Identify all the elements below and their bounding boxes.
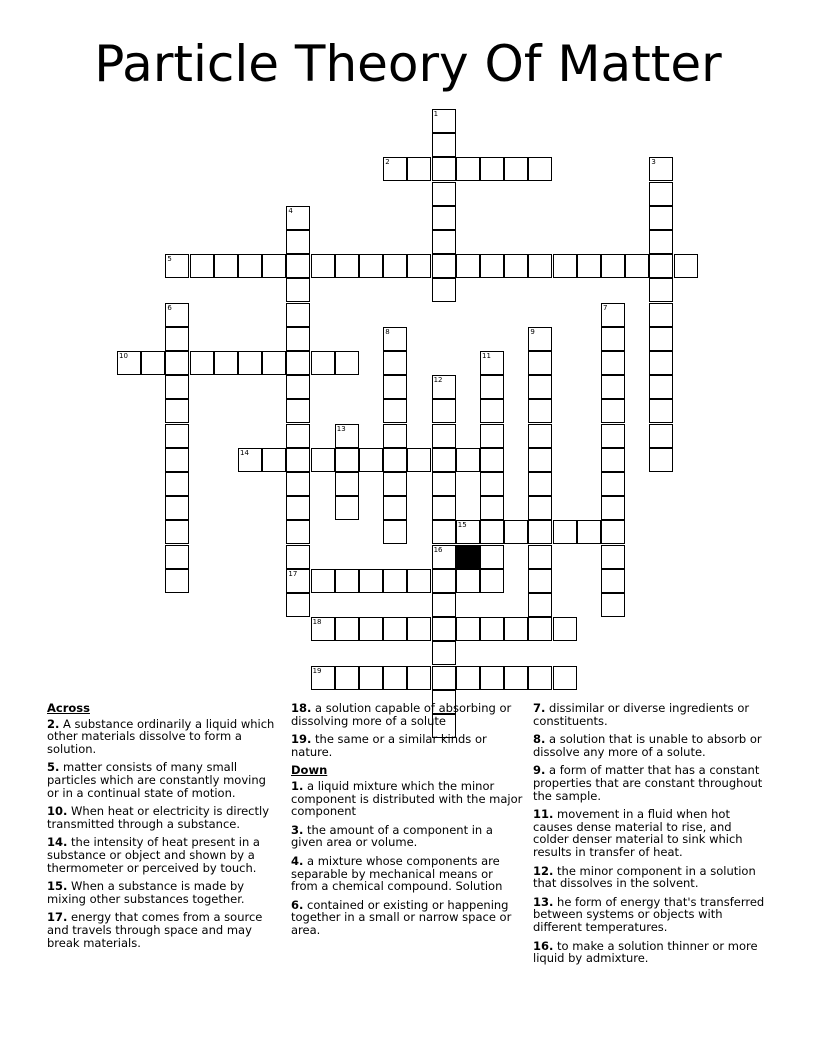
grid-cell[interactable] <box>528 448 552 472</box>
grid-cell[interactable] <box>165 424 189 448</box>
grid-cell[interactable] <box>432 399 456 423</box>
grid-cell[interactable] <box>601 593 625 617</box>
grid-cell[interactable] <box>649 375 673 399</box>
clue-column-1 <box>47 702 279 955</box>
grid-cell[interactable] <box>456 448 480 472</box>
grid-cell[interactable] <box>286 278 310 302</box>
grid-cell[interactable] <box>649 327 673 351</box>
grid-cell[interactable] <box>528 424 552 448</box>
grid-cell[interactable] <box>432 472 456 496</box>
grid-cell[interactable] <box>649 206 673 230</box>
grid-cell[interactable] <box>504 157 528 181</box>
cell-number: 18 <box>312 618 322 627</box>
grid-cell[interactable] <box>601 545 625 569</box>
grid-cell[interactable] <box>432 617 456 641</box>
grid-cell[interactable] <box>480 520 504 544</box>
grid-cell[interactable] <box>165 520 189 544</box>
grid-cell[interactable] <box>432 133 456 157</box>
grid-cell[interactable] <box>456 569 480 593</box>
grid-cell[interactable] <box>528 617 552 641</box>
cell-number: 10 <box>119 352 128 360</box>
grid-cell[interactable] <box>480 157 504 181</box>
grid-cell[interactable] <box>165 327 189 351</box>
grid-cell[interactable] <box>262 448 286 472</box>
grid-cell[interactable] <box>335 569 359 593</box>
grid-cell[interactable] <box>528 496 552 520</box>
grid-cell[interactable] <box>383 375 407 399</box>
clue-across-19: 19. the same or a similar kinds or nature. <box>291 732 487 759</box>
grid-cell[interactable] <box>432 448 456 472</box>
grid-cell[interactable] <box>528 472 552 496</box>
grid-cell[interactable] <box>286 545 310 569</box>
grid-cell[interactable] <box>383 569 407 593</box>
grid-cell[interactable] <box>311 666 335 690</box>
grid-cell[interactable] <box>383 496 407 520</box>
grid-cell[interactable] <box>649 448 673 472</box>
grid-cell[interactable] <box>432 569 456 593</box>
grid-cell[interactable] <box>286 569 310 593</box>
grid-cell[interactable] <box>286 424 310 448</box>
grid-cell[interactable] <box>286 351 310 375</box>
grid-cell[interactable] <box>480 569 504 593</box>
grid-cell[interactable] <box>383 448 407 472</box>
grid-cell[interactable] <box>335 496 359 520</box>
grid-cell[interactable] <box>190 351 214 375</box>
grid-cell[interactable] <box>262 254 286 278</box>
grid-cell[interactable] <box>625 254 649 278</box>
grid-cell[interactable] <box>214 254 238 278</box>
grid-cell[interactable] <box>480 424 504 448</box>
cell-number: 13 <box>336 424 346 433</box>
grid-cell[interactable] <box>383 424 407 448</box>
grid-cell[interactable] <box>601 472 625 496</box>
grid-cell[interactable] <box>141 351 165 375</box>
grid-cell[interactable] <box>286 520 310 544</box>
grid-cell[interactable] <box>383 157 407 181</box>
cell-number: 12 <box>433 376 443 385</box>
grid-cell[interactable] <box>407 666 431 690</box>
grid-cell[interactable] <box>335 448 359 472</box>
grid-cell[interactable] <box>335 617 359 641</box>
grid-cell[interactable] <box>553 254 577 278</box>
grid-cell[interactable] <box>480 545 504 569</box>
cell-number: 2 <box>385 158 390 167</box>
grid-cell[interactable] <box>432 254 456 278</box>
grid-cell[interactable] <box>528 545 552 569</box>
grid-cell[interactable] <box>601 569 625 593</box>
clue-down-11: 11. movement in a fluid when hot causes dense material to rise, and colder denser material to sink which results in transfer of heat. <box>533 807 743 859</box>
grid-cell[interactable] <box>383 472 407 496</box>
grid-cell[interactable] <box>480 254 504 278</box>
cell-number: 15 <box>457 521 467 530</box>
grid-cell[interactable] <box>432 666 456 690</box>
grid-cell[interactable] <box>601 399 625 423</box>
grid-cell[interactable] <box>359 448 383 472</box>
cell-number: 11 <box>482 352 491 360</box>
grid-cell[interactable] <box>383 351 407 375</box>
grid-cell[interactable] <box>432 545 456 569</box>
clue-down-7: 7. dissimilar or diverse ingredients or constituents. <box>533 701 750 728</box>
grid-cell[interactable] <box>165 472 189 496</box>
clue-down-12: 12. the minor component in a solution that dissolves in the solvent. <box>533 863 756 891</box>
grid-cell[interactable] <box>359 617 383 641</box>
cell-number: 17 <box>288 569 298 578</box>
grid-cell[interactable] <box>383 617 407 641</box>
cell-number: 7 <box>603 303 608 312</box>
grid-cell[interactable] <box>601 351 625 375</box>
grid-cell[interactable] <box>528 520 552 544</box>
grid-cell[interactable] <box>165 375 189 399</box>
grid-cell[interactable] <box>262 351 286 375</box>
grid-cell[interactable] <box>528 375 552 399</box>
grid-cell[interactable] <box>311 351 335 375</box>
grid-cell[interactable] <box>432 109 456 133</box>
grid-cell[interactable] <box>480 617 504 641</box>
grid-cell[interactable] <box>335 472 359 496</box>
grid-cell[interactable] <box>601 496 625 520</box>
cell-number: 3 <box>651 158 656 167</box>
grid-cell[interactable] <box>407 448 431 472</box>
grid-cell[interactable] <box>286 448 310 472</box>
grid-cell[interactable] <box>649 351 673 375</box>
grid-cell[interactable] <box>383 399 407 423</box>
grid-cell[interactable] <box>480 666 504 690</box>
clue-down-3: 3. the amount of a component in a given area or volume. <box>291 822 493 850</box>
grid-cell[interactable] <box>407 569 431 593</box>
grid-cell[interactable] <box>335 666 359 690</box>
grid-cell[interactable] <box>432 424 456 448</box>
clue-across-5: 5. matter consists of many small particles which are constantly moving or in a continual state of motion. <box>47 760 266 800</box>
grid-cell[interactable] <box>480 351 504 375</box>
grid-cell[interactable] <box>528 157 552 181</box>
grid-cell[interactable] <box>190 254 214 278</box>
grid-cell[interactable] <box>238 351 262 375</box>
grid-cell[interactable] <box>456 520 480 544</box>
grid-cell[interactable] <box>649 230 673 254</box>
grid-cell[interactable] <box>528 351 552 375</box>
cell-number: 14 <box>240 448 249 457</box>
grid-cell[interactable] <box>432 278 456 302</box>
cell-number: 9 <box>530 327 535 336</box>
grid-cell[interactable] <box>674 254 698 278</box>
grid-cell[interactable] <box>214 351 238 375</box>
grid-cell[interactable] <box>286 375 310 399</box>
grid-cell[interactable] <box>649 182 673 206</box>
grid-cell[interactable] <box>480 496 504 520</box>
clue-down-13: 13. he form of energy that's transferred between systems or objects with different temperatures. <box>533 894 765 934</box>
grid-cell[interactable] <box>577 520 601 544</box>
grid-cell[interactable] <box>165 448 189 472</box>
clue-across-18: 18. a solution capable of absorbing or dissolving more of a solute <box>291 701 512 728</box>
grid-cell[interactable] <box>456 254 480 278</box>
grid-cell[interactable] <box>407 617 431 641</box>
grid-cell[interactable] <box>432 157 456 181</box>
grid-cell[interactable] <box>649 278 673 302</box>
clue-column-2 <box>291 702 523 943</box>
grid-cell[interactable] <box>383 254 407 278</box>
grid-cell[interactable] <box>553 520 577 544</box>
down-heading: Down <box>291 763 328 778</box>
grid-cell[interactable] <box>286 399 310 423</box>
cell-number: 16 <box>433 545 443 554</box>
puzzle-title: Particle Theory Of Matter <box>94 35 722 93</box>
grid-cell[interactable] <box>504 254 528 278</box>
grid-cell[interactable] <box>117 351 141 375</box>
grid-cell[interactable] <box>286 206 310 230</box>
grid-cell[interactable] <box>359 666 383 690</box>
clue-across-2: 2. A substance ordinarily a liquid which other materials dissolve to form a solution. <box>47 716 275 756</box>
grid-cell[interactable] <box>528 254 552 278</box>
grid-cell[interactable] <box>601 254 625 278</box>
grid-cell[interactable] <box>311 448 335 472</box>
grid-cell[interactable] <box>504 666 528 690</box>
grid-cell[interactable] <box>286 230 310 254</box>
cell-number: 1 <box>433 110 439 118</box>
grid-cell[interactable] <box>480 448 504 472</box>
clue-down-1: 1. a liquid mixture which the minor component is distributed with the major component <box>291 778 523 819</box>
grid-cell[interactable] <box>649 399 673 423</box>
across-heading: Across <box>47 701 90 715</box>
grid-cell[interactable] <box>601 375 625 399</box>
grid-cell[interactable] <box>504 617 528 641</box>
clue-across-15: 15. When a substance is made by mixing other substances together. <box>47 879 245 906</box>
clue-across-17: 17. energy that comes from a source and travels through space and may break materials. <box>47 910 263 950</box>
grid-cell[interactable] <box>649 424 673 448</box>
grid-cell[interactable] <box>286 472 310 496</box>
grid-cell[interactable] <box>432 593 456 617</box>
grid-cell[interactable] <box>432 182 456 206</box>
grid-cell[interactable] <box>601 327 625 351</box>
grid-cell[interactable] <box>286 496 310 520</box>
grid-cell[interactable] <box>456 617 480 641</box>
grid-cell[interactable] <box>286 303 310 327</box>
grid-cell[interactable] <box>432 206 456 230</box>
grid-cell[interactable] <box>528 666 552 690</box>
grid-cell[interactable] <box>480 472 504 496</box>
grid-cell[interactable] <box>335 351 359 375</box>
grid-cell[interactable] <box>601 303 625 327</box>
grid-cell-black <box>456 545 480 569</box>
grid-cell[interactable] <box>504 520 528 544</box>
grid-cell[interactable] <box>553 666 577 690</box>
grid-cell[interactable] <box>553 617 577 641</box>
grid-cell[interactable] <box>165 351 189 375</box>
grid-cell[interactable] <box>359 569 383 593</box>
grid-cell[interactable] <box>649 303 673 327</box>
grid-cell[interactable] <box>165 303 189 327</box>
grid-cell[interactable] <box>432 375 456 399</box>
grid-cell[interactable] <box>165 496 189 520</box>
grid-cell[interactable] <box>649 157 673 181</box>
grid-cell[interactable] <box>407 254 431 278</box>
grid-cell[interactable] <box>165 545 189 569</box>
grid-cell[interactable] <box>383 327 407 351</box>
grid-cell[interactable] <box>383 520 407 544</box>
grid-cell[interactable] <box>601 448 625 472</box>
cell-number: 19 <box>312 666 322 675</box>
grid-cell[interactable] <box>528 399 552 423</box>
clue-down-16: 16. to make a solution thinner or more liquid by admixture. <box>533 938 758 966</box>
grid-cell[interactable] <box>311 254 335 278</box>
clue-column-3 <box>533 702 765 971</box>
grid-cell[interactable] <box>577 254 601 278</box>
cell-number: 4 <box>288 206 293 215</box>
grid-cell[interactable] <box>601 424 625 448</box>
grid-cell[interactable] <box>528 569 552 593</box>
grid-cell[interactable] <box>528 593 552 617</box>
grid-cell[interactable] <box>165 569 189 593</box>
grid-cell[interactable] <box>311 617 335 641</box>
clue-down-8: 8. a solution that is unable to absorb or dissolve any more of a solute. <box>533 732 762 759</box>
grid-cell[interactable] <box>407 157 431 181</box>
grid-cell[interactable] <box>165 399 189 423</box>
grid-cell[interactable] <box>456 157 480 181</box>
grid-cell[interactable] <box>286 593 310 617</box>
clue-down-6: 6. contained or existing or happening together in a small or narrow space or area. <box>291 897 512 937</box>
grid-cell[interactable] <box>432 230 456 254</box>
grid-cell[interactable] <box>528 327 552 351</box>
grid-cell[interactable] <box>601 520 625 544</box>
grid-cell[interactable] <box>335 424 359 448</box>
grid-cell[interactable] <box>383 666 407 690</box>
grid-cell[interactable] <box>359 254 383 278</box>
grid-cell[interactable] <box>335 254 359 278</box>
clue-across-10: 10. When heat or electricity is directly transmitted through a substance. <box>47 804 270 831</box>
grid-cell[interactable] <box>286 254 310 278</box>
grid-cell[interactable] <box>286 327 310 351</box>
grid-cell[interactable] <box>238 448 262 472</box>
grid-cell[interactable] <box>480 399 504 423</box>
grid-cell[interactable] <box>456 666 480 690</box>
clue-across-14: 14. the intensity of heat present in a substance or object and shown by a thermometer or perceived by touch. <box>47 835 260 875</box>
grid-cell[interactable] <box>432 496 456 520</box>
grid-cell[interactable] <box>432 641 456 665</box>
cell-number: 6 <box>167 303 172 312</box>
grid-cell[interactable] <box>311 569 335 593</box>
clue-down-9: 9. a form of matter that has a constant properties that are constant throughout the sample. <box>533 763 763 803</box>
grid-cell[interactable] <box>165 254 189 278</box>
grid-cell[interactable] <box>649 254 673 278</box>
grid-cell[interactable] <box>480 375 504 399</box>
grid-cell[interactable] <box>432 520 456 544</box>
cell-number: 5 <box>167 255 172 264</box>
cell-number: 8 <box>385 327 390 336</box>
grid-cell[interactable] <box>238 254 262 278</box>
clue-down-4: 4. a mixture whose components are separable by mechanical means or from a chemical compound. Solution <box>291 853 503 894</box>
